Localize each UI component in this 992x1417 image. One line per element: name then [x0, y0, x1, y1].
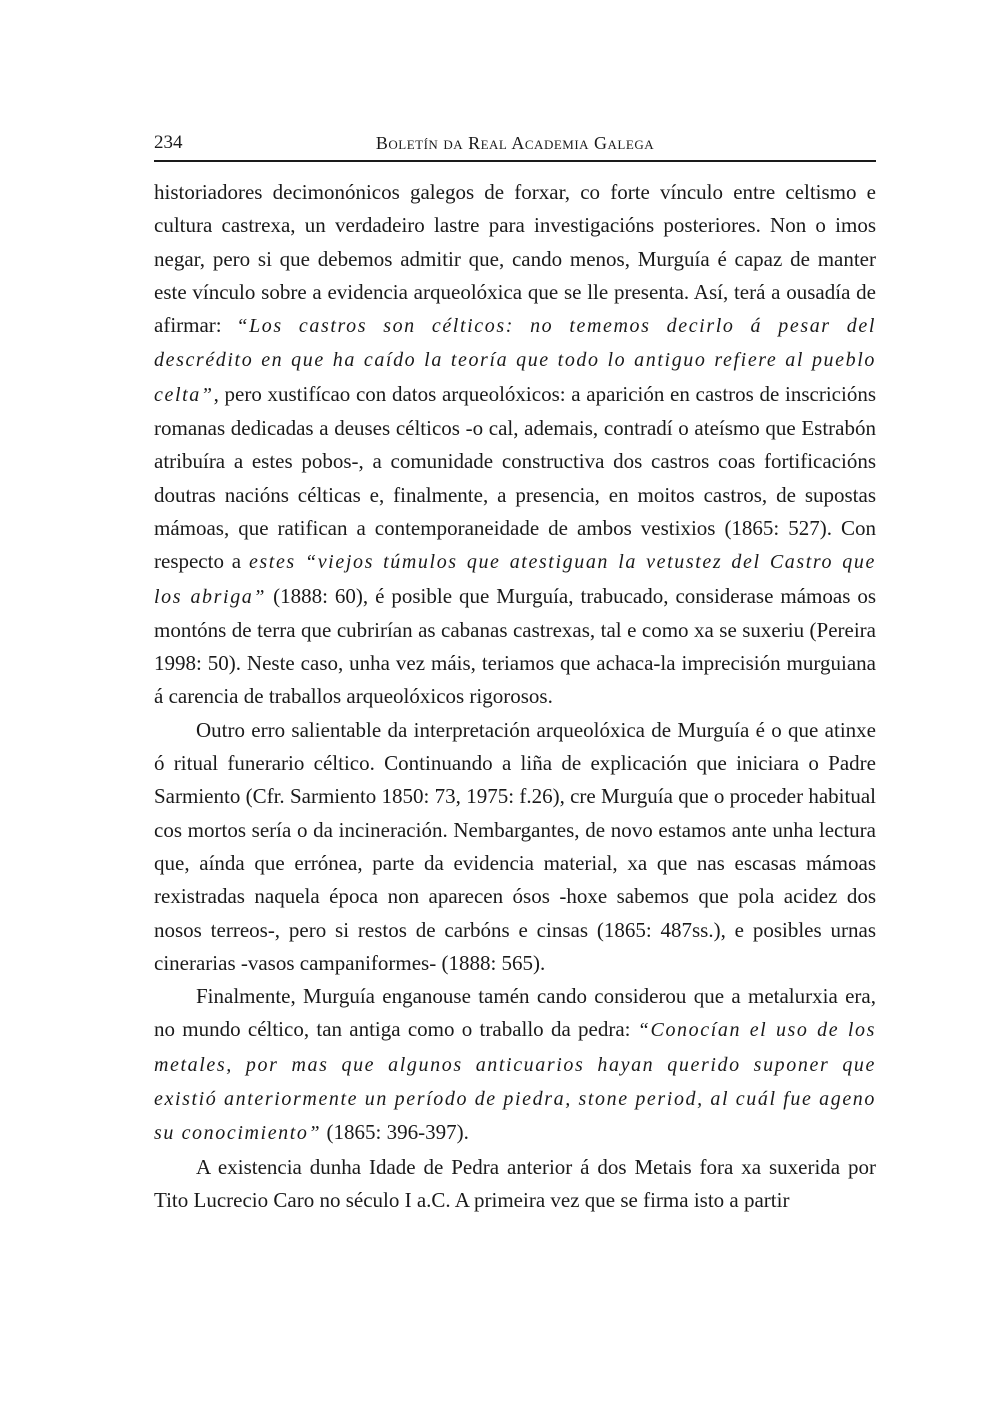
paragraph-1-text-c: (1888: 60), é posible que Murguía, trabucado, considerase mámoas os montóns de terra que cubrirían as cabanas castrexas, tal e como xa se suxeriu (Pereira 1998: 50). Neste caso, unha vez máis, teriamos que achaca-la imprecisión murguiana á carencia de traballos arqueolóxicos rigorosos. — [154, 583, 877, 709]
book-page — [154, 0, 876, 1417]
header-rule — [154, 160, 876, 162]
quote-castros: “Los castros son célticos: no tememos decirlo á pesar del descrédito en que ha caído la teoría que todo lo antiguo refiere al pueblo celta” — [154, 315, 876, 406]
journal-title: Boletín da Real Academia Galega — [375, 133, 655, 153]
paragraph-4: A existencia dunha Idade de Pedra anterior á dos Metais fora xa suxerida por Tito Lucrecio Caro no século I a.C. A primeira vez que se firma isto a partir — [154, 1154, 876, 1212]
quote-metales: “Conocían el uso de los metales, por mas que algunos anticuarios hayan querido suponer que existió anteriormente un período de piedra, stone period, al cuál fue ageno su conocimiento” — [154, 1019, 876, 1145]
page-number: 234 — [154, 132, 183, 153]
paragraph-2: Outro erro salientable da interpretación arqueolóxica de Murguía é o que atinxe ó ritual funerario céltico. Continuando a liña de explicación que iniciara o Padre Sarmiento (Cfr. Sarmiento 1850: 73, 1975: f.26), cre Murguía que o proceder habitual cos mortos sería o da incineración. Nembargantes, de novo estamos ante unha lectura que, aínda que errónea, parte da evidencia material, xa que nas escasas mámoas rexistradas naquela época non aparecen ósos -hoxe sabemos que pola acidez dos nosos terreos-, pero si restos de carbóns e cinsas (1865: 487ss.), e posibles urnas cinerarias -vasos campaniformes- (1888: 565). — [154, 717, 876, 975]
paragraph-3-text-b: (1865: 396-397). — [321, 1120, 469, 1145]
paragraph-1-text-a: historiadores decimonónicos galegos de forxar, co forte vínculo entre celtismo e cultura castrexa, un verdadeiro lastre para investigacións posteriores. Non o imos negar, pero si que debemos admitir que, cando menos, Murguía é capaz de manter este vínculo sobre a evidencia arqueolóxica que se lle presenta. Así, terá a ousadía de afirmar: — [154, 180, 876, 338]
paragraph-1-text-b: , pero xustifícao con datos arqueolóxicos: a aparición en castros de inscricións romanas dedicadas a deuses célticos -o cal, ademais, contradí o ateísmo que Estrabón atribuíra a estes pobos-, a comunidade constructiva dos castros coas fortificacións doutras nacións célticas e, finalmente, a presencia, en moitos castros, de supostas mámoas, que ratifican a contemporaneidade de ambos vestixios (1865: 527). Con respecto a — [154, 381, 876, 574]
paragraph-1 — [154, 176, 876, 714]
paragraph-3-text-a: Finalmente, Murguía enganouse tamén cando considerou que a metalurxia era, no mundo céltico, tan antiga como o traballo da pedra: — [154, 984, 876, 1042]
paragraph-3 — [154, 980, 876, 1150]
running-head — [154, 132, 876, 158]
body-text — [154, 176, 876, 1217]
quote-tumulos: estes “viejos túmulos que atestiguan la vetustez del Castro que los abriga” — [154, 551, 876, 608]
